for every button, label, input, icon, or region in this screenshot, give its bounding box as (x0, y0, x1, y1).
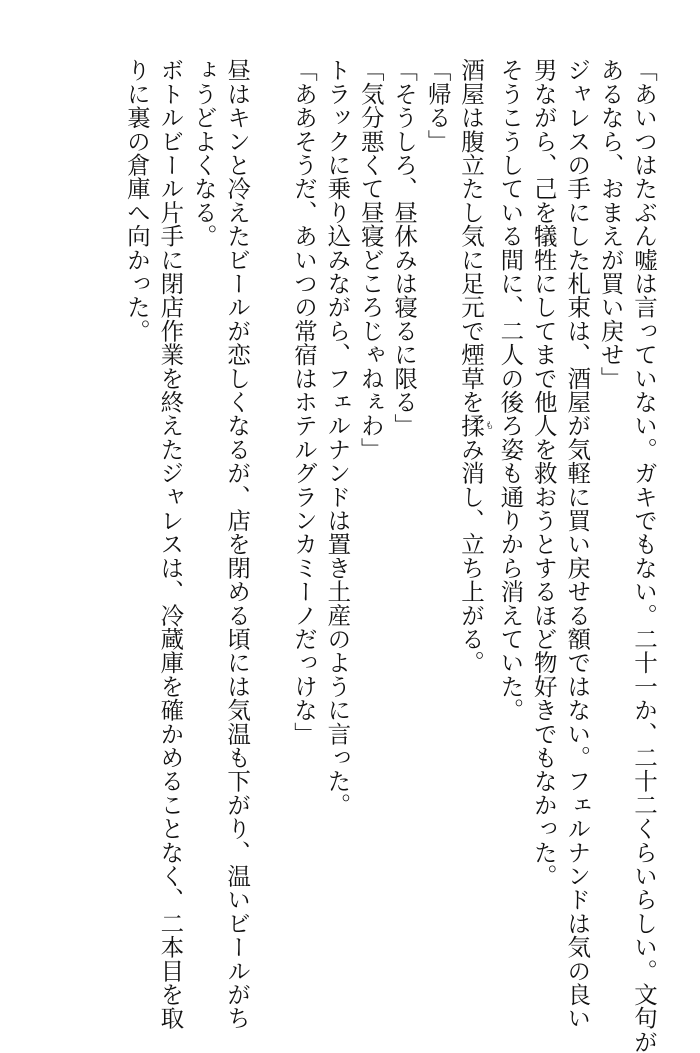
text-line-12: 昼はキンと冷えたビールが恋しくなるが、店を閉める頃には気温も下がり、温いビールがち (223, 58, 252, 1030)
text-line-13: ょうどよくなる。 (189, 58, 218, 248)
text-line-2: あるなら、おまえが買い戻せ」 (596, 58, 625, 390)
ruby-base: 揉 (456, 413, 485, 438)
text-line-7: 「帰る」 (423, 58, 452, 153)
text-line-15: りに裏の倉庫へ向かった。 (122, 58, 151, 343)
text-line-6-end: み消し、立ち上がる。 (456, 437, 485, 675)
vertical-text-body (40, 58, 660, 1053)
text-line-8: 「そうしろ、昼休みは寝るに限る」 (390, 58, 419, 438)
text-line-11: 「ああそうだ、あいつの常宿はホテルグランカミーノだっけな」 (289, 58, 318, 746)
text-line-9: 「気分悪くて昼寝どころじゃねぇわ」 (356, 58, 385, 461)
ruby-annotation (456, 413, 493, 438)
text-line-14: ボトルビール片手に閉店作業を終えたジャレスは、冷蔵庫を確かめることなく、二本目を取 (156, 58, 185, 1030)
text-line-1: 「あいつはたぶん嘘は言っていない。ガキでもない。二十一か、二十二くらいらしい。文句が (630, 58, 658, 1053)
text-line-4: 男ながら、己を犠牲にしてまで他人を救おうとするほど物好きでもなかった。 (529, 58, 558, 888)
text-line-3: ジャレスの手にした札束は、酒屋が気軽に買い戻せる額ではない。フェルナンドは気の良い (563, 58, 592, 1030)
text-line-5: そうこうしている間に、二人の後ろ姿も通りから消えていた。 (496, 58, 525, 722)
ruby-reading: も (482, 413, 493, 438)
text-line-10: トラックに乗り込みながら、フェルナンドは置き土産のように言った。 (323, 58, 352, 817)
section-break (253, 58, 286, 978)
text-line-6-start: 酒屋は腹立たし気に足元で煙草を (456, 58, 485, 414)
text-line-6 (454, 58, 493, 978)
